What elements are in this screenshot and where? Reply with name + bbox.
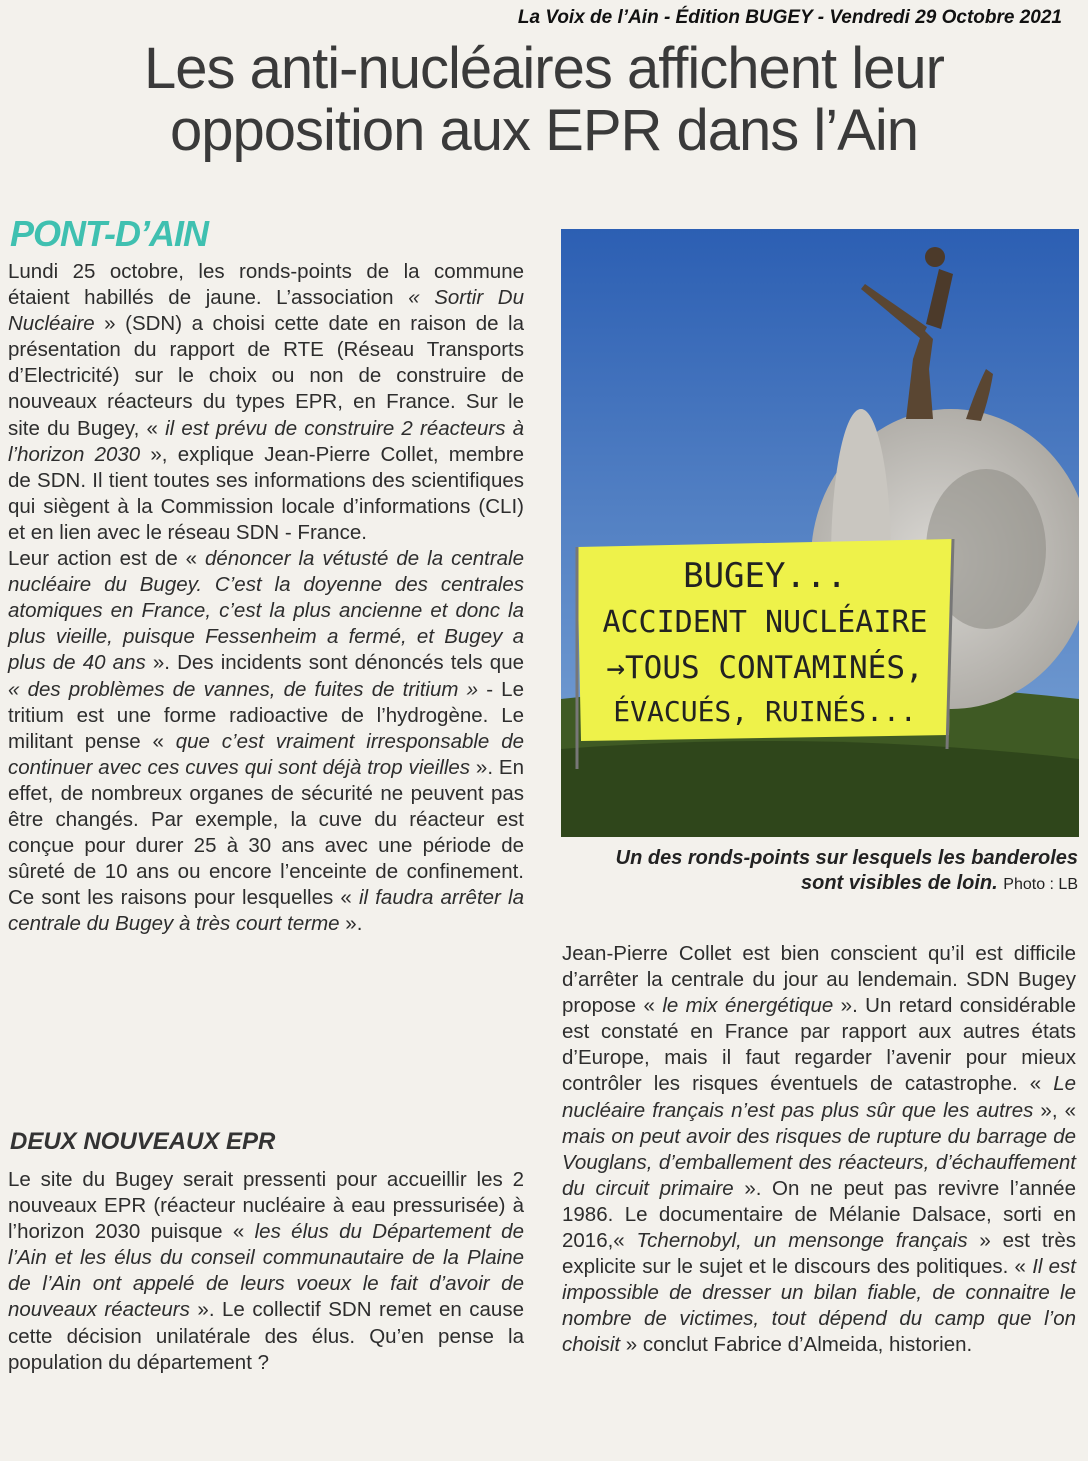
text-run: Le site du Bugey serait pressenti pour accueillir les 2 nouveaux EPR (réacteur nucléaire à eau pressurisée) à l’horizon 2030 puisque « [8,1168,524,1244]
caption-line-2: sont visibles de loin. [801,872,998,894]
text-run: », explique Jean-Pierre Collet, membre de SDN. Il tient toutes ses informations des scientifiques qui siègent à la Commission locale d’informations (CLI) et en lien avec le réseau SDN - France. [8,442,524,544]
paragraph-4 [562,941,1076,1359]
text-run: ». Le collectif SDN remet en cause cette décision unilatérale des élus. Qu’en pense la population du département ? [8,1298,524,1374]
article-column-left-bottom [8,1167,524,1376]
italic-run: « Sortir Du Nucléaire [8,286,524,336]
headline-line-2: opposition aux EPR dans l’Ain [169,98,919,163]
italic-run: Le nucléaire français n’est pas plus sûr que les autres [562,1072,1076,1122]
paragraph-3 [8,1167,524,1376]
text-run: » (SDN) a choisi cette date en raison de la présentation du rapport de RTE (Réseau Transports d’Electricité) sur le choix ou non de construire de nouveaux réacteurs du types EPR, en France. Sur le site du Bugey, « [8,312,524,440]
protest-banner [577,539,953,769]
photo-credit: Photo : LB [1003,876,1078,893]
banner-line-1: BUGEY... [683,556,847,596]
italic-run: Tchernobyl, un mensonge français [636,1229,968,1253]
article-column-right [562,941,1076,1359]
text-run: Jean-Pierre Collet est bien conscient qu’il est difficile d’arrêter la centrale du jour au lendemain. SDN Bugey propose « [562,942,1076,1018]
banner-line-4: ÉVACUÉS, RUINÉS... [613,695,917,728]
text-run: ». Un retard considérable est constaté en France par rapport aux autres états d’Europe, mais il faut regarder l’avenir pour mieux contrôler les risques éventuels de catastrophe. « [562,994,1077,1096]
italic-run: Il est impossible de dresser un bilan fiable, de connaitre le nombre de victimes, tout dépend du camp que l’on choisit [562,1255,1077,1357]
text-run: ». [339,912,363,936]
headline-line-1: Les anti-nucléaires affichent leur [144,36,944,101]
text-run: ». En effet, de nombreux organes de sécurité ne peuvent pas être changés. Par exemple, la cuve du réacteur est conçue pour durer 25 à 30 ans avec une période de sûreté de 10 ans ou encore l’enceinte de confinement. Ce sont les raisons pour lesquelles « [8,755,525,910]
photo-caption [560,846,1078,897]
article-photo [561,229,1079,837]
italic-run: que c’est vraiment irresponsable de continuer avec ces cuves qui sont déjà trop vieilles [8,729,524,779]
text-run: - Le tritium est une forme radioactive de l’hydrogène. Le militant pense « [8,677,524,753]
banner-line-3: →TOUS CONTAMINÉS, [606,650,924,686]
text-run: ». Des incidents sont dénoncés tels que [145,651,524,675]
text-run: Leur action est de « [8,547,206,571]
italic-run: le mix énergétique [662,994,834,1018]
italic-run: il est prévu de construire 2 réacteurs à l’horizon 2030 [8,416,525,466]
text-run: », « [1033,1098,1076,1122]
italic-run: il faudra arrêter la centrale du Bugey à très court terme [8,886,524,936]
paragraph-1 [8,259,524,546]
text-run: ». On ne peut pas revivre l’année 1986. Le documentaire de Mélanie Dalsace, sorti en 2016,« [562,1176,1076,1253]
dateline: La Voix de l’Ain - Édition BUGEY - Vendredi 29 Octobre 2021 [517,7,1062,28]
roundabout-photo-illustration [561,229,1079,837]
location-kicker: PONT-D’AIN [10,213,209,254]
banner-line-2: ACCIDENT NUCLÉAIRE [602,605,928,640]
headline [0,38,1088,162]
italic-run: les élus du Département de l’Ain et les élus du conseil communautaire de la Plaine de l’Ain ont appelé de leurs voeux le fait d’avoir de nouveaux réacteurs [8,1220,524,1322]
italic-run: mais on peut avoir des risques de rupture du barrage de Vouglans, d’emballement des réacteurs, d’échauffement du circuit primaire [562,1124,1076,1200]
text-run: Lundi 25 octobre, les ronds-points de la commune étaient habillés de jaune. L’association [8,260,524,310]
text-run: » conclut Fabrice d’Almeida, historien. [620,1333,973,1357]
italic-run: dénoncer la vétusté de la centrale nucléaire du Bugey. C’est la doyenne des centrales atomiques en France, c’est la plus ancienne et donc la plus vieille, puisque Fessenheim a fermé, et Bugey a plus de 40 ans [8,547,524,675]
italic-run: « des problèmes de vannes, de fuites de tritium » [8,677,479,701]
caption-line-1: Un des ronds-points sur lesquels les banderoles [615,847,1078,869]
section-subhead: DEUX NOUVEAUX EPR [10,1128,276,1155]
article-column-left [8,259,524,937]
paragraph-2 [8,546,524,937]
text-run: » est très explicite sur le sujet et le discours des politiques. « [562,1229,1077,1279]
